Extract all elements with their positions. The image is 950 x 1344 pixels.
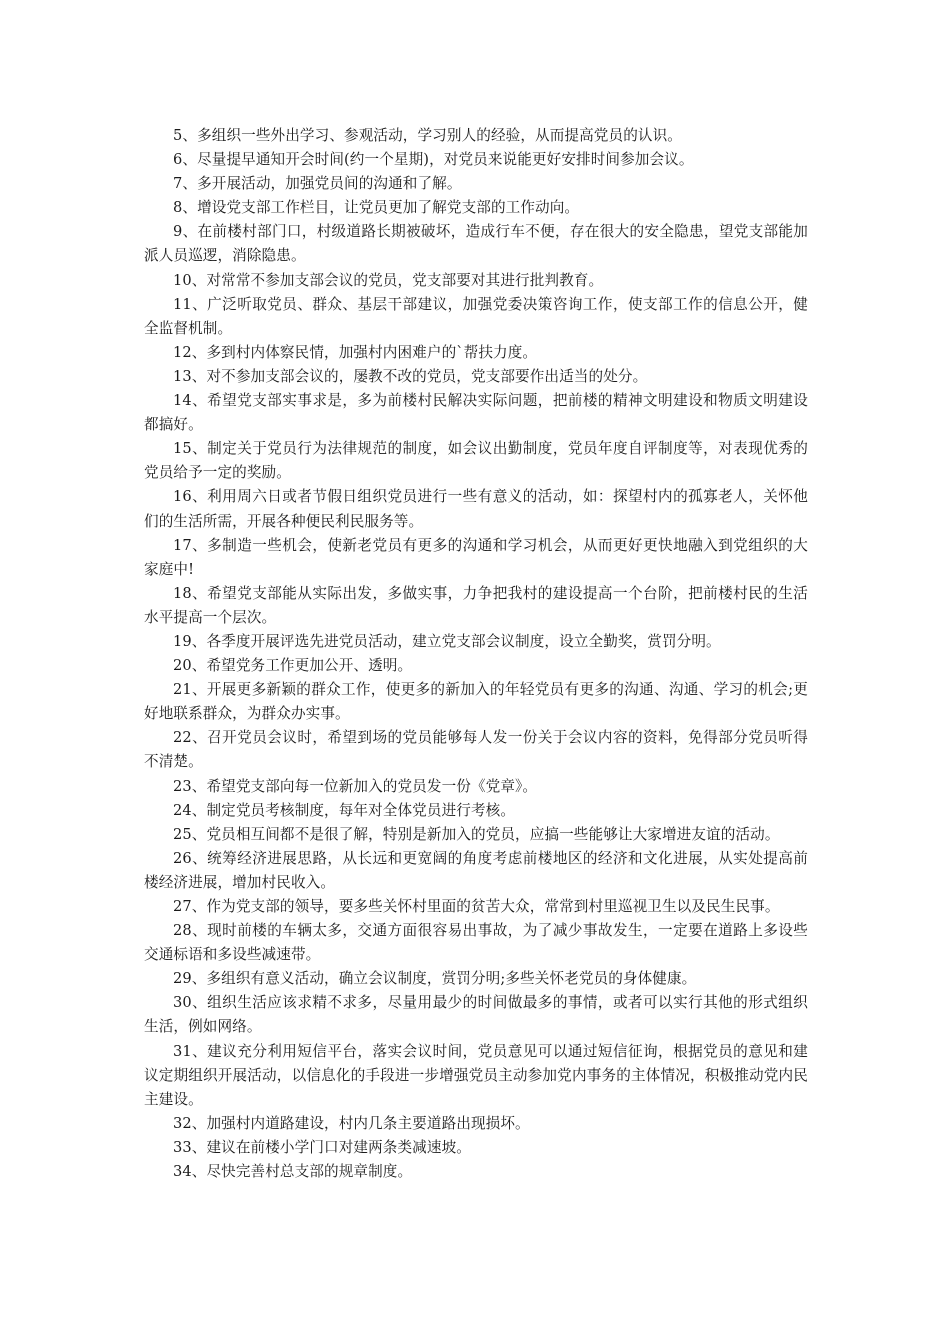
suggestion-7: 7、多开展活动，加强党员间的沟通和了解。	[173, 175, 462, 193]
suggestion-8: 8、增设党支部工作栏目，让党员更加了解党支部的工作动向。	[173, 199, 580, 217]
suggestion-30: 30、组织生活应该求精不求多，尽量用最少的时间做最多的事情，或者可以实行其他的形式组织生活，例如网络。	[144, 994, 808, 1036]
suggestion-17: 17、多制造一些机会，使新老党员有更多的沟通和学习机会，从而更好更快地融入到党组织的大家庭中!	[144, 536, 808, 578]
suggestion-14: 14、希望党支部实事求是，多为前楼村民解决实际问题，把前楼的精神文明建设和物质文明建设都搞好。	[144, 392, 808, 434]
suggestion-19: 19、各季度开展评选先进党员活动，建立党支部会议制度，设立全勤奖，赏罚分明。	[173, 632, 721, 650]
suggestion-11: 11、广泛听取党员、群众、基层干部建议，加强党委决策咨询工作，使支部工作的信息公开，健全监督机制。	[144, 295, 808, 337]
suggestion-27: 27、作为党支部的领导，要多些关怀村里面的贫苦大众，常常到村里巡视卫生以及民生民事。	[173, 898, 780, 915]
suggestion-10: 10、对常常不参加支部会议的党员，党支部要对其进行批判教育。	[173, 271, 604, 289]
suggestion-26: 26、统筹经济进展思路，从长远和更宽阔的角度考虑前楼地区的经济和文化进展，从实处提高前楼经济进展，增加村民收入。	[144, 849, 808, 891]
suggestion-6: 6、尽量提早通知开会时间(约一个星期)，对党员来说能更好安排时间参加会议。	[173, 151, 694, 169]
suggestion-20: 20、希望党务工作更加公开、透明。	[173, 657, 413, 675]
suggestion-23: 23、希望党支部向每一位新加入的党员发一份《党章》。	[173, 777, 538, 795]
suggestion-13: 13、对不参加支部会议的，屡教不改的党员，党支部要作出适当的处分。	[173, 367, 648, 385]
suggestion-24: 24、制定党员考核制度，每年对全体党员进行考核。	[173, 801, 516, 819]
suggestion-5: 5、多组织一些外出学习、参观活动，学习别人的经验，从而提高党员的认识。	[173, 127, 682, 144]
suggestion-25: 25、党员相互间都不是很了解，特别是新加入的党员，应搞一些能够让大家增进友谊的活动。	[173, 825, 780, 843]
suggestion-12: 12、多到村内体察民情，加强村内困难户的`帮扶力度。	[173, 343, 538, 361]
suggestion-21: 21、开展更多新颖的群众工作，使更多的新加入的年轻党员有更多的沟通、沟通、学习的机会;更好地联系群众，为群众办实事。	[144, 681, 808, 723]
suggestion-31: 31、建议充分利用短信平台，落实会议时间，党员意见可以通过短信征询，根据党员的意见和建议定期组织开展活动，以信息化的手段进一步增强党员主动参加党内事务的主体情况，积极推动党内民主建设。	[144, 1042, 808, 1108]
suggestion-22: 22、召开党员会议时，希望到场的党员能够每人发一份关于会议内容的资料，免得部分党员听得不清楚。	[144, 729, 808, 771]
suggestion-28: 28、现时前楼的车辆太多，交通方面很容易出事故，为了减少事故发生，一定要在道路上多设些交通标语和多设些减速带。	[144, 922, 808, 964]
suggestion-32: 32、加强村内道路建设，村内几条主要道路出现损坏。	[173, 1114, 530, 1132]
suggestion-9: 9、在前楼村部门口，村级道路长期被破坏，造成行车不便，存在很大的安全隐患，望党支部能加派人员巡逻，消除隐患。	[144, 223, 808, 265]
document-body	[144, 124, 808, 1184]
suggestion-33: 33、建议在前楼小学门口对建两条类减速坡。	[173, 1138, 471, 1156]
suggestion-29: 29、多组织有意义活动，确立会议制度，赏罚分明;多些关怀老党员的身体健康。	[173, 970, 697, 988]
suggestion-34: 34、尽快完善村总支部的规章制度。	[173, 1163, 413, 1181]
suggestion-16: 16、利用周六日或者节假日组织党员进行一些有意义的活动，如：探望村内的孤寡老人，关怀他们的生活所需，开展各种便民利民服务等。	[144, 488, 808, 530]
suggestion-15: 15、制定关于党员行为法律规范的制度，如会议出勤制度，党员年度自评制度等，对表现优秀的党员给予一定的奖励。	[144, 440, 808, 482]
suggestion-18: 18、希望党支部能从实际出发，多做实事，力争把我村的建设提高一个台阶，把前楼村民的生活水平提高一个层次。	[144, 584, 808, 626]
